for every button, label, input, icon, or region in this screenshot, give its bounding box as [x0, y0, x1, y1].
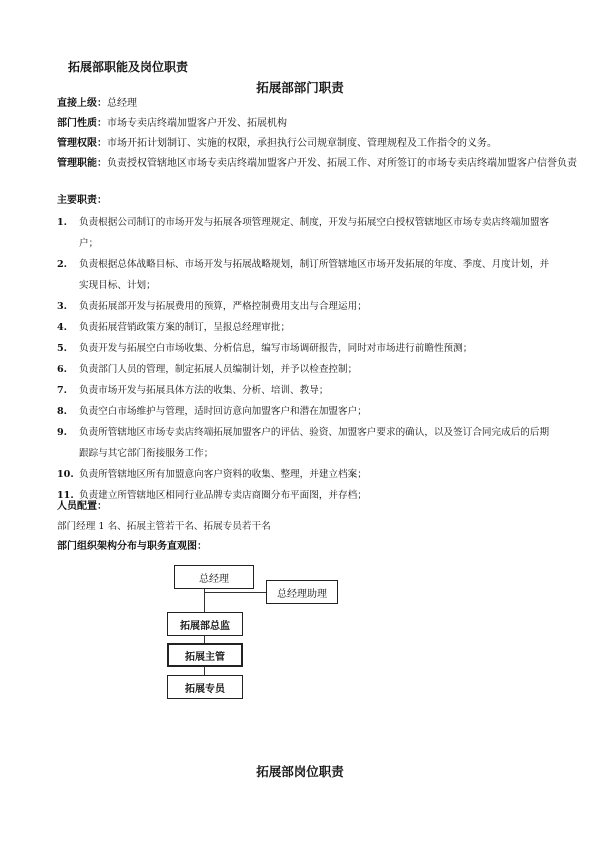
duty-number: 1.: [57, 217, 68, 228]
field-authority-label: 管理权限：: [57, 138, 107, 149]
duty-item: [57, 212, 557, 254]
org-label-supervisor: 拓展主管: [185, 651, 225, 663]
duty-text: 负责部门人员的管理，制定拓展人员编制计划，并予以检查控制；: [79, 364, 358, 375]
duty-number: 7.: [57, 385, 68, 396]
org-connector-supervisor-specialist: [204, 667, 205, 675]
duty-text: 负责市场开发与拓展具体方法的收集、分析、培训、教导；: [79, 385, 329, 396]
org-label-specialist: 拓展专员: [185, 683, 225, 695]
duty-item: [57, 380, 557, 401]
org-box-general-manager: [174, 565, 254, 589]
duty-number: 3.: [57, 301, 68, 312]
duty-item: [57, 485, 557, 506]
duty-item: [57, 422, 557, 464]
duty-number: 11.: [57, 490, 74, 501]
duty-text: 负责根据公司制订的市场开发与拓展各项管理规定、制度，开发与拓展空白授权管辖地区市场专卖店终端加盟客户；: [79, 217, 550, 249]
field-function-value: 负责授权管辖地区市场专卖店终端加盟客户开发、拓展工作、对所签订的市场专卖店终端加盟客户信誉负责: [107, 158, 577, 169]
duties-list: [57, 212, 557, 506]
staffing-text: 部门经理 1 名、拓展主管若干名、拓展专员若干名: [57, 521, 271, 532]
org-connector-gm-assistant: [204, 592, 266, 593]
org-box-specialist: [167, 675, 243, 699]
org-label-director: 拓展部总监: [180, 620, 230, 632]
duty-number: 9.: [57, 427, 68, 438]
duty-number: 8.: [57, 406, 68, 417]
section-title-department-duties: 拓展部部门职责: [256, 80, 344, 95]
field-superior-value: 总经理: [107, 98, 137, 109]
field-superior: [57, 94, 557, 114]
field-authority-value: 市场开拓计划制订、实施的权限，承担执行公司规章制度、管理规程及工作指令的义务。: [107, 138, 497, 149]
section-title-position-duties: 拓展部岗位职责: [256, 764, 344, 779]
document-title: 拓展部职能及岗位职责: [68, 60, 189, 74]
duty-text: 负责所管辖地区所有加盟意向客户资料的收集、整理，并建立档案；: [79, 469, 367, 480]
duty-item: [57, 464, 557, 485]
duty-item: [57, 317, 557, 338]
duty-item: [57, 401, 557, 422]
duties-heading: 主要职责：: [57, 195, 107, 206]
duty-number: 2.: [57, 259, 68, 270]
duty-item: [57, 359, 557, 380]
org-label-general-manager: 总经理: [199, 573, 229, 585]
duty-text: 负责开发与拓展空白市场收集、分析信息，编写市场调研报告，同时对市场进行前瞻性预测；: [79, 343, 473, 354]
field-authority: [57, 134, 557, 154]
org-box-gm-assistant: [266, 580, 338, 604]
duty-text: 负责根据总体战略目标、市场开发与拓展战略规划，制订所管辖地区市场开发拓展的年度、季度、月度计划，并实现目标、计划；: [79, 259, 550, 291]
field-superior-label: 直接上级：: [57, 98, 107, 109]
org-label-gm-assistant: 总经理助理: [277, 588, 327, 600]
duty-number: 4.: [57, 322, 68, 333]
field-function-label: 管理职能：: [57, 158, 107, 169]
field-function: [57, 154, 600, 174]
field-nature-label: 部门性质：: [57, 118, 107, 129]
duty-text: 负责建立所管辖地区相同行业品牌专卖店商圈分布平面图，并存档；: [79, 490, 367, 501]
staffing-heading: 人员配置：: [57, 501, 107, 512]
org-box-director: [167, 612, 243, 636]
duty-item: [57, 296, 557, 317]
duty-item: [57, 338, 557, 359]
field-nature-value: 市场专卖店终端加盟客户开发、拓展机构: [107, 118, 287, 129]
duty-number: 10.: [57, 469, 74, 480]
duty-text: 负责空白市场维护与管理，适时回访意向加盟客户和潜在加盟客户；: [79, 406, 367, 417]
field-nature: [57, 114, 557, 134]
duty-item: [57, 254, 557, 296]
duty-number: 6.: [57, 364, 68, 375]
duty-number: 5.: [57, 343, 68, 354]
duty-text: 负责拓展营销政策方案的制订，呈报总经理审批；: [79, 322, 291, 333]
org-box-supervisor: [167, 643, 243, 667]
org-chart-heading: 部门组织架构分布与职务直观图：: [57, 541, 207, 552]
duty-text: 负责拓展部开发与拓展费用的预算，严格控制费用支出与合理运用；: [79, 301, 367, 312]
duty-text: 负责所管辖地区市场专卖店终端拓展加盟客户的评估、验资、加盟客户要求的确认，以及签订合同完成后的后期跟踪与其它部门衔接服务工作；: [79, 427, 550, 459]
